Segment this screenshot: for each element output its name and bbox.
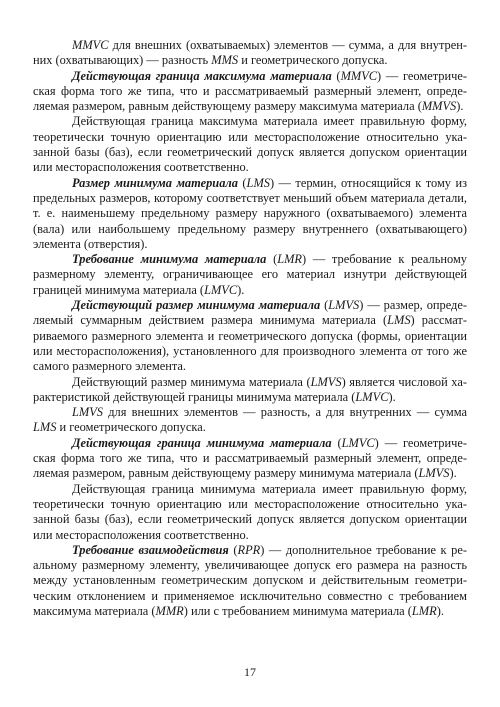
symbol: LMR	[277, 252, 302, 267]
paragraph-text: ).	[436, 603, 444, 618]
symbol: MMS	[211, 53, 239, 68]
term-heading: Требование минимума материала	[72, 252, 267, 267]
paragraph-text: (	[237, 175, 247, 190]
paragraph-text: ) рассматриваемого размерного элемента и геометрического допуска (формы, ориентации или месторасположения), установленного для производного элемента от того же самого размерного элемента.	[33, 313, 467, 374]
paragraph	[33, 436, 467, 482]
term-heading: Действующая граница минимума материала	[72, 435, 332, 450]
symbol: LMS	[387, 313, 411, 328]
paragraph-text: для внешних (охватываемых) элементов — сумма, а для внутренних (охватывающих) — разность	[33, 38, 467, 68]
paragraph	[33, 69, 467, 115]
symbol: LMVC	[204, 282, 238, 297]
paragraph-text: ) является числовой характеристикой действующей границы минимума материала (	[33, 374, 467, 404]
symbol: RPR	[237, 542, 261, 557]
paragraph	[33, 298, 467, 374]
page-number: 17	[244, 665, 256, 679]
paragraph-text: для внешних элементов — разность, а для внутренних — сумма	[102, 405, 467, 420]
paragraph-text: Действующая граница минимума материала имеет правильную форму, теоретически точную ориентацию или месторасположение относительно указанной базы (баз), если геометрический допуск является допуском ориентации или месторасположения соответственно.	[33, 481, 467, 542]
paragraph-text: (	[331, 435, 342, 450]
symbol: LMVC	[355, 389, 389, 404]
term-heading: Действующая граница максимума материала	[72, 68, 332, 83]
paragraph-text: Действующий размер минимума материала (	[72, 374, 311, 389]
symbol: LMS	[33, 420, 57, 435]
paragraph-text: (	[228, 542, 238, 557]
paragraph-text: ).	[237, 282, 245, 297]
paragraph-text: Действующая граница максимума материала имеет правильную форму, теоретически точную ориентацию или месторасположение относительно указанной базы (баз), если геометрический допуск является допуском ориентации или месторасположения соответственно.	[33, 114, 467, 175]
term-heading: Требование взаимодействия	[72, 542, 229, 557]
symbol: LMVS	[72, 405, 103, 420]
symbol: MMVC	[340, 68, 378, 83]
paragraph	[33, 252, 467, 298]
paragraph-text: ) — термин, относящийся к тому из предельных размеров, которому соответствует меньший объем материала детали, т. е. наименьшему предельному размеру наружного (охватываемого) элемента (вала) или наибольшему предельному размеру внутреннего (охватывающего) элемента (отверстия).	[33, 175, 467, 251]
paragraph	[33, 114, 467, 175]
paragraph	[33, 405, 467, 436]
paragraph-text: ) или с требованием минимума материала (	[183, 603, 412, 618]
paragraph	[33, 482, 467, 543]
paragraph-text: ) — требование к реальному размерному элементу, ограничивающее его материал изнутри действующей границей минимума материала (	[33, 252, 467, 297]
symbol: MMVC	[72, 38, 109, 52]
paragraph-text: и геометрического допуска.	[238, 53, 388, 68]
paragraph-text: и геометрического допуска.	[56, 420, 206, 435]
paragraph-text: ) — геометрическая форма того же типа, что и рассматриваемый размерный элемент, определяемая размером, равным действующему размеру минимума материала (	[33, 435, 467, 481]
term-heading: Действующий размер минимума материала	[72, 298, 321, 313]
paragraph	[33, 38, 467, 69]
symbol: LMVC	[341, 435, 375, 450]
term-heading: Размер минимума материала	[72, 175, 238, 190]
symbol: LMVS	[418, 466, 450, 481]
paragraph	[33, 176, 467, 252]
symbol: LMS	[246, 175, 270, 190]
page-body	[33, 38, 467, 619]
paragraph-text: (	[331, 68, 341, 83]
paragraph	[33, 375, 467, 406]
paragraph-text: ) — дополнительное требование к реальному размерному элементу, увеличивающее допуск его размера на разность между установленным геометрическим допуском и действительным геометрическим отклонением и применяемое исключительно совместно с требованием максимума материала (	[33, 542, 467, 618]
paragraph-text: ).	[456, 99, 464, 114]
paragraph-text: (	[266, 252, 278, 267]
symbol: MMR	[155, 603, 184, 618]
paragraph-text: (	[320, 298, 329, 313]
paragraph-text: ) — геометрическая форма того же типа, что и рассматриваемый размерный элемент, определяемая размером, равным действующему размеру максимума материала (	[33, 68, 467, 114]
paragraph-text: ).	[388, 389, 396, 404]
symbol: LMVS	[328, 298, 360, 313]
paragraph-text: ).	[449, 466, 457, 481]
symbol: LMVS	[310, 374, 342, 389]
symbol: LMR	[411, 603, 437, 618]
symbol: MMVS	[421, 99, 457, 114]
paragraph	[33, 543, 467, 619]
paragraph-text: ) — размер, определяемый суммарным действием размера минимума материала (	[33, 298, 467, 328]
